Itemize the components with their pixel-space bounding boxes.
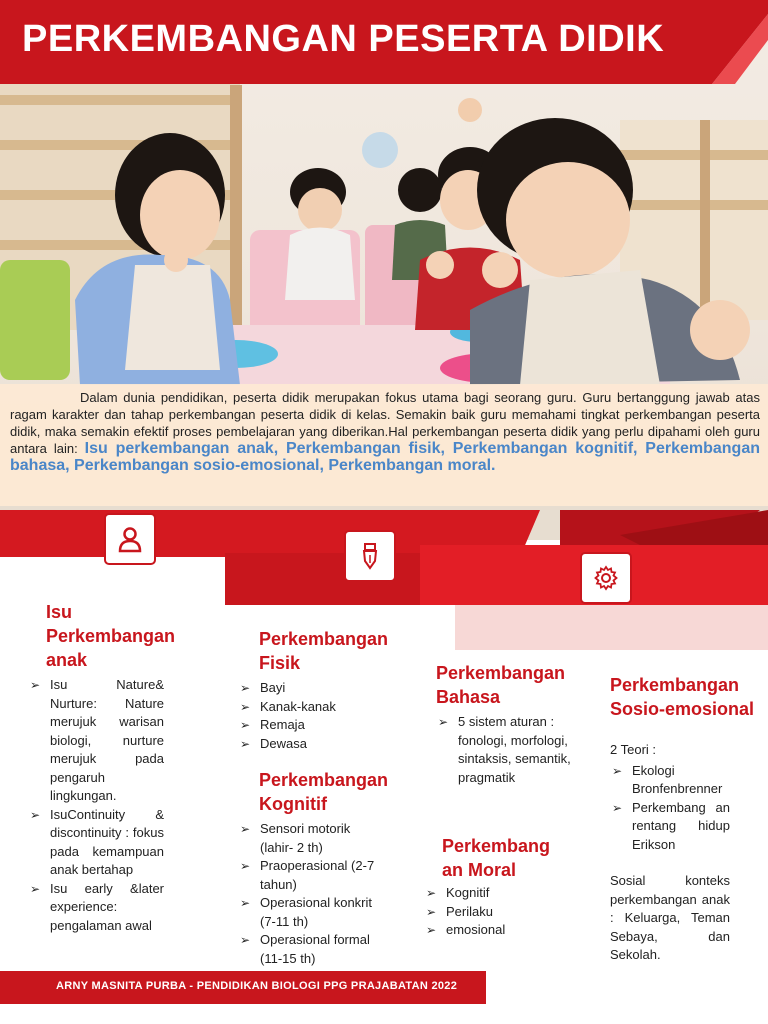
sosio-column (610, 673, 760, 965)
sosio-list (610, 762, 730, 855)
sosio-icon-box (580, 552, 632, 604)
intro-box (0, 384, 768, 506)
list-item: ➢ Remaja (238, 716, 418, 735)
list-item: ➢ Isu early &later experience: pengalaman awal (28, 880, 164, 936)
title-banner (0, 0, 768, 86)
footer-author: ARNY MASNITA PURBA - PENDIDIKAN BIOLOGI PPG PRAJABATAN 2022 (56, 980, 458, 992)
intro-highlight: Isu perkembangan anak, Perkembangan fisik, Perkembangan kognitif, Perkembangan bahasa, Perkembangan sosio-emosional, Perkembangan moral. (10, 440, 761, 474)
list-item: ➢ IsuContinuity & discontinuity : fokus pada kemampuan anak bertahap (28, 806, 164, 880)
list-item: ➢ Ekologi Bronfenbrenner (610, 762, 730, 799)
moral-column (424, 834, 574, 940)
kognitif-list (238, 820, 378, 968)
list-item: ➢ Praoperasional (2-7 tahun) (238, 857, 378, 894)
sosio-teori-label: 2 Teori : (610, 742, 657, 757)
list-item: ➢ Sensori motorik (lahir- 2 th) (238, 820, 378, 857)
fisik-column (238, 627, 418, 753)
bahasa-heading: Perkembangan Bahasa (436, 663, 566, 707)
fisik-icon-box (344, 530, 396, 582)
kognitif-column (238, 768, 389, 968)
moral-heading: Perkembang an Moral (442, 836, 551, 880)
bahasa-list (436, 713, 586, 787)
list-item: ➢ Operasional formal (11-15 th) (238, 931, 378, 968)
isu-column (28, 600, 176, 935)
list-item: ➢ Operasional konkrit (7-11 th) (238, 894, 378, 931)
list-item: ➢ Bayi (238, 679, 418, 698)
pen-nib-icon (355, 541, 385, 571)
bahasa-column (436, 661, 586, 787)
fisik-list (238, 679, 418, 753)
list-item: ➢ emosional (424, 921, 574, 940)
intro-paragraph (10, 389, 760, 474)
isu-icon-box (104, 513, 156, 565)
list-item: ➢ Perilaku (424, 903, 574, 922)
list-item: ➢ Perkembang an rentang hidup Erikson (610, 799, 730, 855)
footer-bar (0, 971, 486, 1004)
page-title: PERKEMBANGAN PESERTA DIDIK (22, 18, 665, 60)
moral-list (424, 884, 574, 940)
list-item: ➢ Kognitif (424, 884, 574, 903)
fisik-heading: Perkembangan Fisik (259, 629, 389, 673)
isu-heading: Isu Perkembangan anak (46, 602, 176, 670)
gear-icon (591, 563, 621, 593)
person-icon (115, 524, 145, 554)
intro-text: Dalam dunia pendidikan, peserta didik merupakan fokus utama bagi seorang guru. Guru bertanggung jawab atas ragam karakter dan tahap perkembangan peserta didik di kelas. Semakin baik guru memahami tingkat perkembangan peserta didik, maka semakin efektif proses pembelajaran yang diberikan.Hal perkembangan peserta didik yang perlu dipahami oleh guru antara lain: (10, 390, 760, 456)
list-item: ➢ Dewasa (238, 735, 418, 754)
kognitif-heading: Perkembangan Kognitif (259, 770, 389, 814)
isu-list (28, 676, 164, 935)
list-item: ➢ 5 sistem aturan : fonologi, morfologi, sintaksis, semantik, pragmatik (436, 713, 586, 787)
sosio-heading: Perkembangan Sosio-emosional (610, 675, 755, 719)
list-item: ➢ Isu Nature& Nurture: Nature merujuk warisan biologi, nurture merujuk pada pengaruh lingkungan. (28, 676, 164, 806)
sosio-konteks: Sosial konteks perkembangan anak : Keluarga, Teman Sebaya, dan Sekolah. (610, 873, 730, 962)
list-item: ➢ Kanak-kanak (238, 698, 418, 717)
